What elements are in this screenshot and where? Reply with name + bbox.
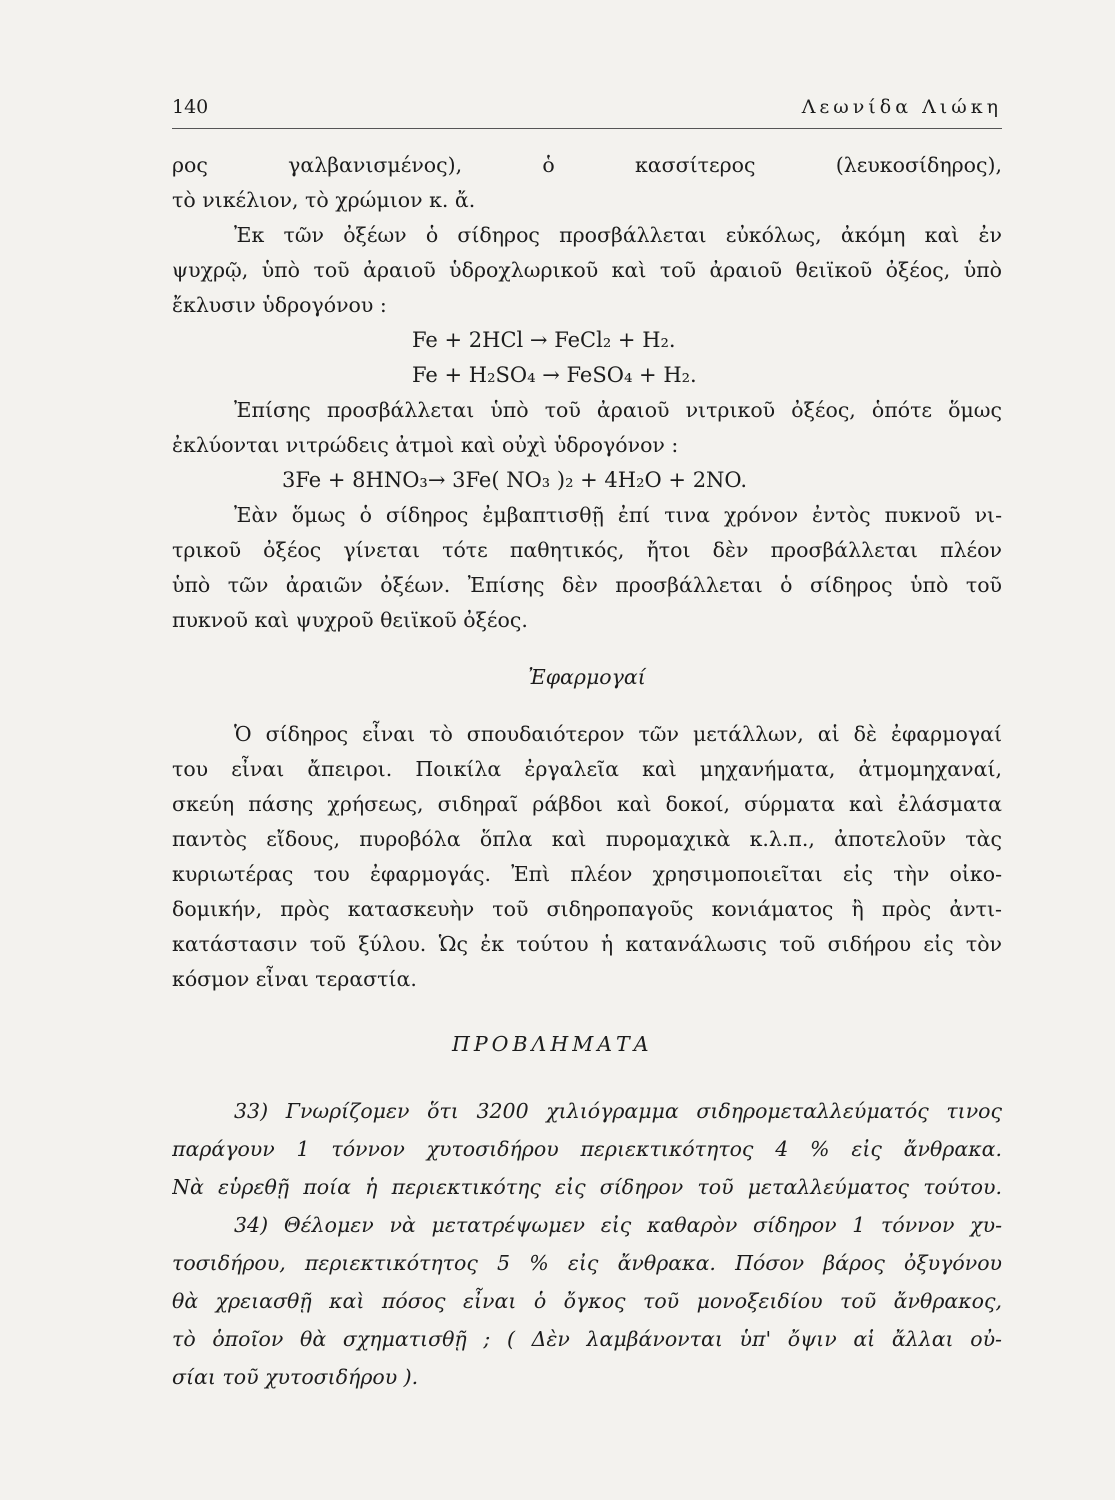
- text-line: κατάστασιν τοῦ ξύλου. Ὡς ἐκ τούτου ἡ κατανάλωσις τοῦ σιδήρου εἰς τὸν: [172, 932, 1002, 956]
- text-line: ἔκλυσιν ὑδρογόνου :: [172, 293, 387, 317]
- text-line: ρος γαλβανισμένος), ὁ κασσίτερος (λευκοσίδηρος),: [172, 153, 1002, 177]
- problem-33-line: Νὰ εὑρεθῇ ποία ἡ περιεκτικότης εἰς σίδηρον τοῦ μεταλλεύματος τούτου.: [172, 1175, 1002, 1199]
- text-line: Ἐὰν ὅμως ὁ σίδηρος ἐμβαπτισθῇ ἐπί τινα χρόνον ἐντὸς πυκνοῦ νι-: [234, 503, 1002, 527]
- problem-34-line: σίαι τοῦ χυτοσιδήρου ).: [172, 1365, 419, 1389]
- text-line: τὸ νικέλιον, τὸ χρώμιον κ. ἄ.: [172, 188, 476, 212]
- text-line: πυκνοῦ καὶ ψυχροῦ θειϊκοῦ ὀξέος.: [172, 608, 528, 632]
- section-heading-problems: ΠΡΟΒΛΗΜΑΤΑ: [452, 1032, 653, 1056]
- problem-34-line: θὰ χρειασθῇ καὶ πόσος εἶναι ὁ ὄγκος τοῦ μονοξειδίου τοῦ ἄνθρακος,: [172, 1289, 1002, 1313]
- text-line: Ἐπίσης προσβάλλεται ὑπὸ τοῦ ἀραιοῦ νιτρικοῦ ὀξέος, ὁπότε ὅμως: [234, 398, 1002, 422]
- problem-34-line: 34) Θέλομεν νὰ μετατρέψωμεν εἰς καθαρὸν σίδηρον 1 τόννον χυ-: [234, 1213, 1002, 1237]
- text-line: δομικήν, πρὸς κατασκευὴν τοῦ σιδηροπαγοῦς κονιάματος ἢ πρὸς ἀντι-: [172, 897, 1002, 921]
- text-line: του εἶναι ἄπειροι. Ποικίλα ἐργαλεῖα καὶ μηχανήματα, ἀτμομηχαναί,: [172, 757, 1002, 781]
- equation-hno3: 3Fe + 8HNO₃→ 3Fe( NO₃ )₂ + 4H₂O + 2NO.: [282, 468, 748, 492]
- problem-33-line: 33) Γνωρίζομεν ὅτι 3200 χιλιόγραμμα σιδηρομεταλλεύματός τινος: [234, 1099, 1002, 1123]
- header-rule: [172, 128, 1002, 129]
- text-line: κόσμον εἶναι τεραστία.: [172, 967, 417, 991]
- page-number: 140: [172, 96, 209, 118]
- equation-hcl: Fe + 2HCl → FeCl₂ + H₂.: [412, 328, 676, 352]
- problem-33-line: παράγουν 1 τόννον χυτοσιδήρου περιεκτικότητος 4 % εἰς ἄνθρακα.: [172, 1137, 1002, 1161]
- text-line: ἐκλύονται νιτρώδεις ἀτμοὶ καὶ οὐχὶ ὑδρογόνον :: [172, 433, 679, 457]
- section-heading-applications: Ἐφαρμογαί: [528, 665, 646, 689]
- text-line: κυριωτέρας του ἐφαρμογάς. Ἐπὶ πλέον χρησιμοποιεῖται εἰς τὴν οἰκο-: [172, 862, 1002, 886]
- text-line: Ὁ σίδηρος εἶναι τὸ σπουδαιότερον τῶν μετάλλων, αἱ δὲ ἐφαρμογαί: [234, 722, 1002, 746]
- text-line: Ἐκ τῶν ὀξέων ὁ σίδηρος προσβάλλεται εὐκόλως, ἀκόμη καὶ ἐν: [234, 223, 1002, 247]
- text-line: παντὸς εἴδους, πυροβόλα ὅπλα καὶ πυρομαχικὰ κ.λ.π., ἀποτελοῦν τὰς: [172, 827, 1002, 851]
- text-line: ὑπὸ τῶν ἀραιῶν ὀξέων. Ἐπίσης δὲν προσβάλλεται ὁ σίδηρος ὑπὸ τοῦ: [172, 573, 1002, 597]
- text-line: ψυχρῷ, ὑπὸ τοῦ ἀραιοῦ ὑδροχλωρικοῦ καὶ τοῦ ἀραιοῦ θειϊκοῦ ὀξέος, ὑπὸ: [172, 258, 1002, 282]
- text-line: τρικοῦ ὀξέος γίνεται τότε παθητικός, ἤτοι δὲν προσβάλλεται πλέον: [172, 538, 1002, 562]
- page-body: [172, 148, 1002, 1396]
- problems-list: [172, 1092, 1002, 1396]
- text-line: σκεύη πάσης χρήσεως, σιδηραῖ ράβδοι καὶ δοκοί, σύρματα καὶ ἐλάσματα: [172, 792, 1002, 816]
- equation-h2so4: Fe + H₂SO₄ → FeSO₄ + H₂.: [412, 363, 697, 387]
- running-head: Λεωνίδα Λιώκη: [801, 96, 1002, 118]
- problem-34-line: τὸ ὁποῖον θὰ σχηματισθῇ ; ( Δὲν λαμβάνονται ὑπ' ὄψιν αἱ ἄλλαι οὐ-: [172, 1327, 1002, 1351]
- page-header: [172, 96, 1002, 124]
- problem-34-line: τοσιδήρου, περιεκτικότητος 5 % εἰς ἄνθρακα. Πόσον βάρος ὀξυγόνου: [172, 1251, 1002, 1275]
